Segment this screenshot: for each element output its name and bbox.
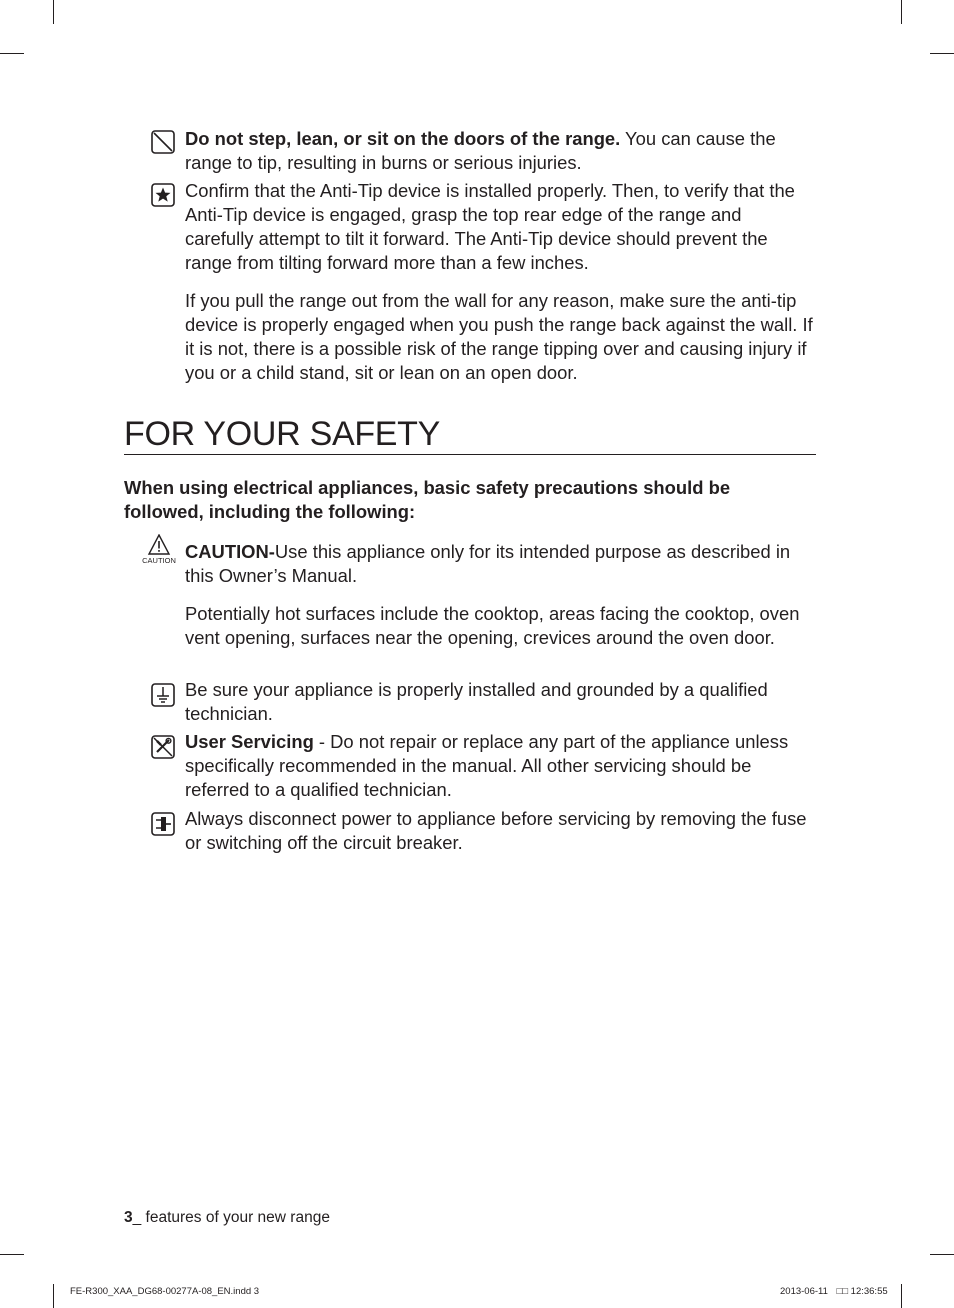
print-timestamp: [780, 1286, 888, 1298]
crop-mark: [901, 0, 902, 24]
print-time: 12:36:55: [850, 1286, 888, 1297]
ground-icon: [151, 683, 175, 707]
crop-mark: [53, 1284, 54, 1308]
caution-text: Use this appliance only for its intended purpose as described in this Owner’s Manual.: [185, 541, 791, 586]
ground-text: Be sure your appliance is properly installed and grounded by a qualified technician.: [185, 679, 768, 724]
user-servicing-bold-text: User Servicing: [185, 731, 314, 752]
caution-item: [185, 540, 815, 588]
page-number: 3: [124, 1209, 133, 1226]
star-note-icon: [151, 183, 175, 207]
crop-mark: [930, 1254, 954, 1255]
unplug-icon: [151, 812, 175, 836]
anti-tip-confirm-item: [185, 179, 815, 275]
section-title: FOR YOUR SAFETY: [124, 414, 816, 455]
disconnect-power-text: Always disconnect power to appliance before servicing by removing the fuse or switching off the circuit breaker.: [185, 808, 807, 853]
page-footer: [124, 1208, 330, 1228]
anti-tip-paragraph: If you pull the range out from the wall for any reason, make sure the anti-tip device is properly engaged when you push the range back against the wall. If it is not, there is a possible risk of the range tipping over and causing injury if you or a child stand, sit or lean on an open door.: [185, 290, 813, 383]
crop-mark: [0, 53, 24, 54]
page-section-label: _ features of your new range: [132, 1209, 330, 1226]
anti-tip-confirm-text: Confirm that the Anti-Tip device is installed properly. Then, to verify that the Anti-Tip device is engaged, grasp the top rear edge of the range and carefully attempt to tilt it forward. The Anti-Tip device should prevent the range from tilting forward more than a few inches.: [185, 180, 795, 273]
user-servicing-item: [185, 730, 815, 802]
crop-mark: [0, 1254, 24, 1255]
warning-bold-text: Do not step, lean, or sit on the doors of the range.: [185, 128, 621, 149]
print-date: 2013-06-11: [780, 1286, 828, 1297]
user-servicing-text: - Do not repair or replace any part of the appliance unless specifically recommended in the manual. All other servicing should be referred to a qualified technician.: [185, 731, 789, 800]
crop-mark: [930, 53, 954, 54]
no-servicing-icon: [151, 735, 175, 759]
prohibited-icon: [151, 130, 175, 154]
time-marker: □□: [836, 1286, 849, 1297]
file-slug: FE-R300_XAA_DG68-00277A-08_EN.indd 3: [70, 1286, 260, 1297]
caution-icon-label: CAUTION: [142, 556, 176, 565]
warning-item: [185, 127, 815, 175]
crop-mark: [53, 0, 54, 24]
disconnect-power-item: [185, 807, 815, 855]
caution-bold-text: CAUTION-: [185, 541, 275, 562]
ground-item: [185, 678, 815, 726]
warning-text: You can cause the range to tip, resulting in burns or serious injuries.: [185, 128, 776, 173]
hot-surfaces-paragraph: Potentially hot surfaces include the cooktop, areas facing the cooktop, oven vent opening, surfaces near the opening, crevices around the oven door.: [185, 603, 800, 648]
caution-icon: [140, 534, 178, 566]
section-intro: When using electrical appliances, basic safety precautions should be followed, including the following:: [124, 477, 731, 522]
crop-mark: [901, 1284, 902, 1308]
